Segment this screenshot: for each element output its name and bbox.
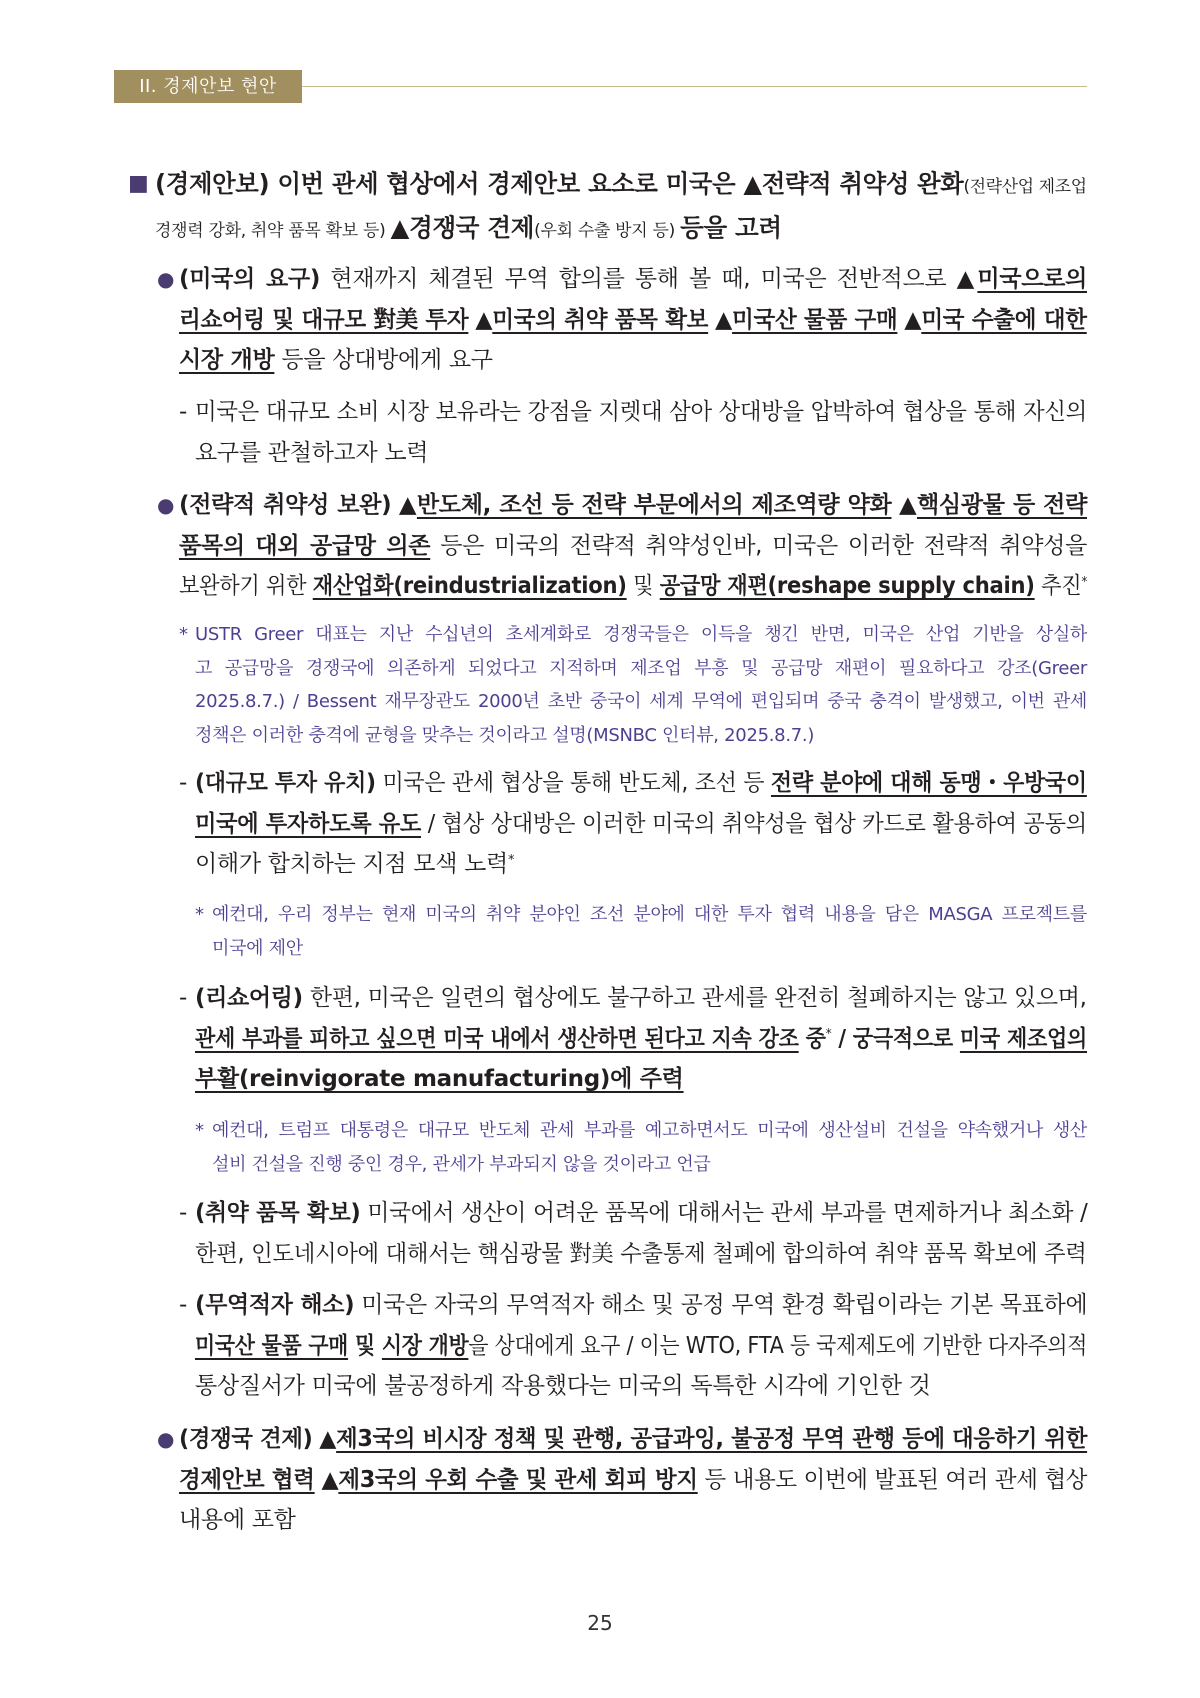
underlined-key-phrase: 미국산 물품 구매 (732, 306, 898, 333)
underlined-key-phrase: 미국 수출에 대한 (921, 306, 1087, 333)
underlined-key-phrase: 핵심광물 등 전략 (917, 492, 1088, 518)
text-line (212, 932, 1087, 966)
section-tag (114, 70, 302, 103)
body-text: 등 내용도 이번에 발표된 여러 관세 협상 (697, 1466, 1088, 1493)
text-line (155, 162, 1087, 206)
bold-text: 등을 고려 (680, 213, 782, 242)
body-text: ▲ (468, 306, 493, 333)
section-divider-line (302, 86, 1087, 87)
bold-text: / 궁극적으로 (831, 1025, 960, 1052)
sub-point-text (195, 392, 1087, 473)
circle-bullet-icon: ● (157, 267, 175, 291)
bold-text: (무역적자 해소) (195, 1292, 355, 1318)
bold-text: (경제안보) 이번 관세 협상에서 경제안보 요소로 미국은 ▲전략적 취약성 완화 (155, 169, 964, 198)
underlined-key-phrase: 미국 제조업의 (959, 1025, 1088, 1052)
underlined-key-phrase: 시장 개방 (179, 347, 275, 373)
point-text (179, 485, 1087, 607)
text-line (195, 392, 1087, 433)
square-bullet-icon: ■ (128, 171, 149, 196)
text-line (179, 566, 1088, 607)
sub-point-text (195, 1193, 1087, 1274)
footnote-reference-mark: * (1081, 574, 1088, 590)
body-text: 보완하기 위한 (179, 573, 313, 599)
body-text: 예컨대, 우리 정부는 현재 미국의 취약 분야인 조선 분야에 대한 투자 협력 내용을 담은 MASGA 프로젝트를 (212, 904, 1087, 925)
small-parenthetical-text: 경쟁력 강화, 취약 품목 확보 등) (155, 221, 391, 241)
bold-text: (취약 품목 확보) (195, 1200, 361, 1226)
text-line (179, 526, 1087, 567)
underlined-key-phrase: 경제안보 협력 (179, 1466, 315, 1493)
body-text: 등은 미국의 전략적 취약성인바, 미국은 이러한 전략적 취약성을 (430, 532, 1087, 559)
underlined-key-phrase: 미국으로의 (977, 266, 1087, 292)
body-text: ▲ (391, 492, 417, 518)
footnote-reference-mark: * (825, 1027, 832, 1043)
body-text: 미국은 자국의 무역적자 해소 및 공정 무역 환경 확립이라는 기본 목표하에 (354, 1292, 1088, 1318)
bold-text: 중 (798, 1025, 826, 1052)
text-line (212, 1148, 1087, 1182)
body-text: 등을 상대방에게 요구 (274, 347, 493, 373)
text-line (195, 978, 1085, 1019)
bold-text: (경쟁국 견제) (179, 1426, 313, 1452)
body-text: 현재까지 체결된 무역 합의를 통해 볼 때, 미국은 전반적으로 ▲ (320, 266, 978, 292)
body-text: 미국은 관세 협상을 통해 반도체, 조선 등 (375, 770, 771, 796)
underlined-key-phrase: 공급망 재편(reshape supply chain) (659, 573, 1035, 599)
bold-text: ▲경쟁국 견제 (390, 213, 535, 242)
text-line (195, 763, 1087, 804)
circle-bullet-icon: ● (157, 493, 175, 517)
underlined-key-phrase: 리쇼어링 및 대규모 對美 투자 (179, 306, 469, 333)
underlined-key-phrase: 미국의 취약 품목 확보 (492, 306, 709, 333)
body-text: 을 상대에게 요구 / 이는 WTO, FTA 등 국제제도에 기반한 다자주의적 (468, 1332, 1088, 1359)
asterisk-note-marker: * (195, 904, 204, 925)
dash-marker: - (179, 985, 188, 1011)
underlined-key-phrase: 제3국의 우회 수출 및 관세 회피 방지 (338, 1466, 698, 1493)
body-text: 이해가 합치하는 지점 모색 노력 (195, 851, 508, 877)
footnote-reference-mark: * (507, 852, 515, 868)
asterisk-note-marker: * (179, 624, 188, 645)
body-text: ▲ (891, 492, 918, 518)
body-text: USTR Greer 대표는 지난 수십년의 초세계화로 경쟁국들은 이득을 챙긴 반면, 미국은 산업 기반을 상실하 (195, 624, 1087, 645)
text-line (179, 259, 1087, 300)
bold-text: (리쇼어링) (195, 985, 303, 1011)
body-text: ▲ (312, 1426, 337, 1452)
text-line (195, 804, 1087, 845)
text-line (179, 300, 1087, 341)
dash-marker: - (179, 1292, 188, 1318)
text-line (195, 433, 1087, 474)
text-line (179, 1460, 1088, 1501)
body-text: 2025.8.7.) / Bessent 재무장관도 2000년 초반 중국이 세계 무역에 편입되며 중국 충격이 발생했고, 이번 관세 (195, 691, 1087, 712)
footnote-text (212, 1114, 1087, 1181)
footnote-text (195, 618, 1087, 752)
text-line (195, 1366, 1087, 1407)
text-line (212, 1114, 1087, 1148)
body-text: 요구를 관철하고자 노력 (195, 439, 429, 466)
text-line (195, 1019, 1088, 1060)
dash-marker: - (179, 770, 188, 796)
page-number: 25 (587, 1611, 613, 1635)
body-text: 내용에 포함 (179, 1507, 296, 1533)
sub-point-text (195, 1285, 1087, 1407)
body-text: 설비 건설을 진행 중인 경우, 관세가 부과되지 않을 것이라고 언급 (212, 1153, 711, 1175)
underlined-key-phrase: 재산업화(reindustrialization) (312, 573, 627, 599)
bold-text: (전략적 취약성 보완) (179, 492, 392, 518)
sub-point-text (195, 978, 1087, 1100)
body-text: ▲ (314, 1466, 339, 1493)
underlined-key-phrase: 전략 분야에 대해 동맹・우방국이 (770, 770, 1087, 796)
main-point-text (155, 162, 1087, 250)
underlined-key-phrase: 미국에 투자하도록 유도 (195, 810, 421, 837)
underlined-key-phrase: 제3국의 비시장 정책 및 관행, 공급과잉, 불공정 무역 관행 등에 대응하기 위한 (336, 1426, 1088, 1452)
body-text: 미국에 제안 (212, 937, 303, 959)
circle-bullet-icon: ● (157, 1427, 175, 1451)
bold-text: 및 (348, 1332, 382, 1359)
small-parenthetical-text: (전략산업 제조업 (963, 177, 1087, 197)
text-line (195, 1326, 1088, 1367)
underlined-key-phrase: 시장 개방 (381, 1332, 469, 1359)
body-text: 정책은 이러한 충격에 균형을 맞추는 것이라고 설명(MSNBC 인터뷰, 2025.8.7.) (195, 724, 815, 746)
text-line (195, 652, 1087, 686)
text-line (195, 844, 1087, 885)
bold-text: (미국의 요구) (179, 266, 321, 292)
text-line (212, 898, 1087, 932)
body-text: 통상질서가 미국에 불공정하게 작용했다는 미국의 독특한 시각에 기인한 것 (195, 1373, 931, 1399)
underlined-key-phrase: 반도체, 조선 등 전략 부문에서의 제조역량 약화 (416, 492, 892, 518)
body-text: 추진 (1034, 573, 1082, 599)
body-text: 한편, 미국은 일련의 협상에도 불구하고 관세를 완전히 철폐하지는 않고 있으며, (302, 985, 1087, 1011)
body-text: 한편, 인도네시아에 대해서는 핵심광물 對美 수출통제 철폐에 합의하여 취약 품목 확보에 주력 (195, 1240, 1087, 1267)
body-text: ▲ (897, 306, 922, 333)
small-parenthetical-text: (우회 수출 방지 등) (534, 221, 681, 241)
text-line (195, 618, 1087, 652)
text-line (195, 685, 1087, 719)
text-line (179, 1500, 1087, 1541)
text-line (195, 1234, 1087, 1275)
text-line (195, 1193, 1088, 1234)
dash-marker: - (179, 399, 188, 425)
text-line (155, 206, 1087, 250)
dash-marker: - (179, 1200, 188, 1226)
asterisk-note-marker: * (195, 1120, 204, 1141)
text-line (179, 1419, 1088, 1460)
section-tag-label: II. 경제안보 현안 (139, 76, 277, 97)
text-line (179, 485, 1087, 526)
body-text: 예컨대, 트럼프 대통령은 대규모 반도체 관세 부과를 예고하면서도 미국에 생산설비 건설을 약속했거나 생산 (212, 1120, 1087, 1141)
text-line (195, 1285, 1088, 1326)
point-text (179, 259, 1087, 381)
underlined-key-phrase: 부활(reinvigorate manufacturing)에 주력 (195, 1066, 684, 1092)
footnote-text (212, 898, 1087, 965)
sub-point-text (195, 763, 1087, 885)
bold-text: (대규모 투자 유치) (195, 770, 376, 796)
underlined-key-phrase: 미국산 물품 구매 (195, 1332, 349, 1359)
body-text: 미국은 대규모 소비 시장 보유라는 강점을 지렛대 삼아 상대방을 압박하여 협상을 통해 자신의 (195, 399, 1087, 425)
text-line (179, 340, 1087, 381)
body-text: 및 (626, 573, 660, 599)
underlined-key-phrase: 품목의 대외 공급망 의존 (179, 532, 431, 559)
body-text: 고 공급망을 경쟁국에 의존하게 되었다고 지적하며 제조업 부흥 및 공급망 재편이 필요하다고 강조(Greer (195, 657, 1087, 679)
text-line (195, 1059, 1087, 1100)
text-line (195, 719, 1087, 753)
body-text: ▲ (708, 306, 733, 333)
underlined-key-phrase: 관세 부과를 피하고 싶으면 미국 내에서 생산하면 된다고 지속 강조 (195, 1025, 799, 1052)
body-text: 미국에서 생산이 어려운 품목에 대해서는 관세 부과를 면제하거나 최소화 / (360, 1200, 1088, 1226)
point-text (179, 1419, 1087, 1541)
body-text: / 협상 상대방은 이러한 미국의 취약성을 협상 카드로 활용하여 공동의 (420, 810, 1087, 837)
